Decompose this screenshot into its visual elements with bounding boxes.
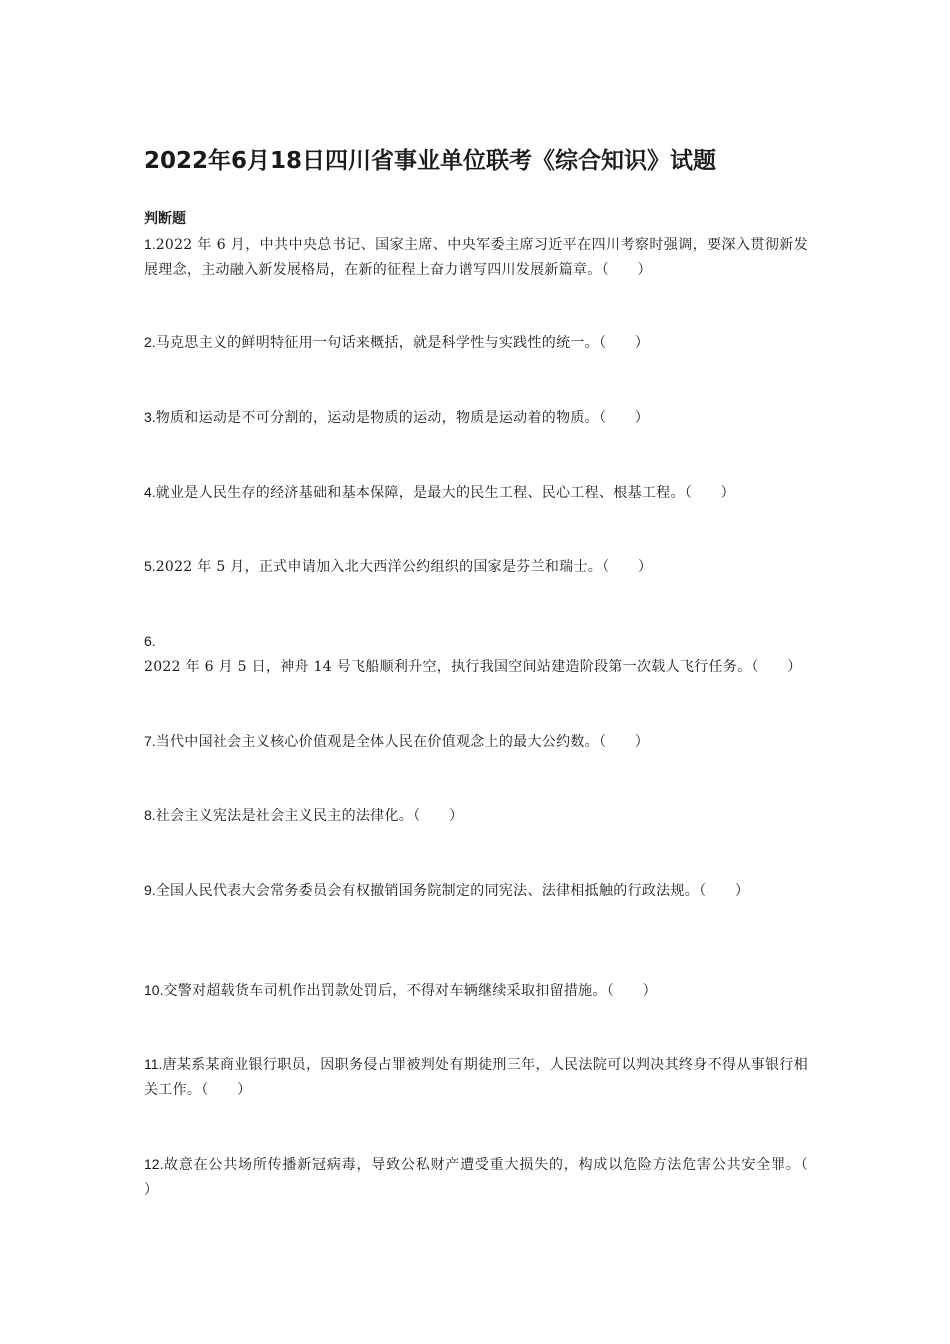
question-number: 7.: [144, 733, 156, 749]
question-number: 12.: [144, 1156, 164, 1172]
question-item: [144, 803, 808, 829]
question-text: 当代中国社会主义核心价值观是全体人民在价值观念上的最大公约数。（ ）: [155, 734, 650, 750]
question-text: 物质和运动是不可分割的，运动是物质的运动，物质是运动着的物质。（ ）: [155, 410, 650, 426]
question-item: [144, 330, 808, 356]
question-item: [144, 629, 808, 680]
question-number: 6.: [144, 633, 156, 649]
question-text: 就业是人民生存的经济基础和基本保障，是最大的民生工程、民心工程、根基工程。（ ）: [155, 485, 735, 501]
question-item: [144, 978, 808, 1004]
question-text: 唐某系某商业银行职员，因职务侵占罪被判处有期徒刑三年，人民法院可以判决其终身不得从事银行相关工作。（ ）: [144, 1057, 808, 1098]
question-item: [144, 729, 808, 755]
question-text: 交警对超载货车司机作出罚款处罚后，不得对车辆继续采取扣留措施。（ ）: [163, 983, 657, 999]
question-text: 故意在公共场所传播新冠病毒，导致公私财产遭受重大损失的，构成以危险方法危害公共安全罪。（ ）: [144, 1157, 837, 1198]
question-item: [144, 480, 808, 506]
question-text: 2022 年 5 月，正式申请加入北大西洋公约组织的国家是芬兰和瑞士。（ ）: [155, 559, 653, 575]
question-item: [144, 878, 808, 904]
question-number: 1.: [144, 236, 156, 252]
question-text: 马克思主义的鲜明特征用一句话来概括，就是科学性与实践性的统一。（ ）: [155, 335, 650, 351]
question-number: 11.: [144, 1056, 163, 1072]
question-number: 4.: [144, 484, 156, 500]
question-item: [144, 1152, 837, 1203]
question-number: 9.: [144, 882, 156, 898]
question-text: 2022 年 6 月 5 日，神舟 14 号飞船顺利升空，执行我国空间站建造阶段第一次载人飞行任务。（ ）: [144, 659, 802, 675]
question-item: [144, 554, 808, 580]
question-number: 10.: [144, 982, 164, 998]
question-number: 5.: [144, 558, 156, 574]
question-text: 社会主义宪法是社会主义民主的法律化。（ ）: [155, 808, 464, 824]
question-item: [144, 405, 808, 431]
question-text: 2022 年 6 月，中共中央总书记、国家主席、中央军委主席习近平在四川考察时强调，要深入贯彻新发展理念，主动融入新发展格局，在新的征程上奋力谱写四川发展新篇章。（ ）: [144, 237, 808, 278]
document-title: 2022年6月18日四川省事业单位联考《综合知识》试题: [144, 148, 717, 174]
question-text: 全国人民代表大会常务委员会有权撤销国务院制定的同宪法、法律相抵触的行政法规。（ ）: [155, 883, 750, 899]
question-number: 2.: [144, 334, 156, 350]
question-number: 8.: [144, 807, 156, 823]
section-heading: 判断题: [144, 211, 186, 227]
question-item: [144, 1052, 808, 1103]
question-number: 3.: [144, 409, 156, 425]
question-item: [144, 232, 808, 283]
